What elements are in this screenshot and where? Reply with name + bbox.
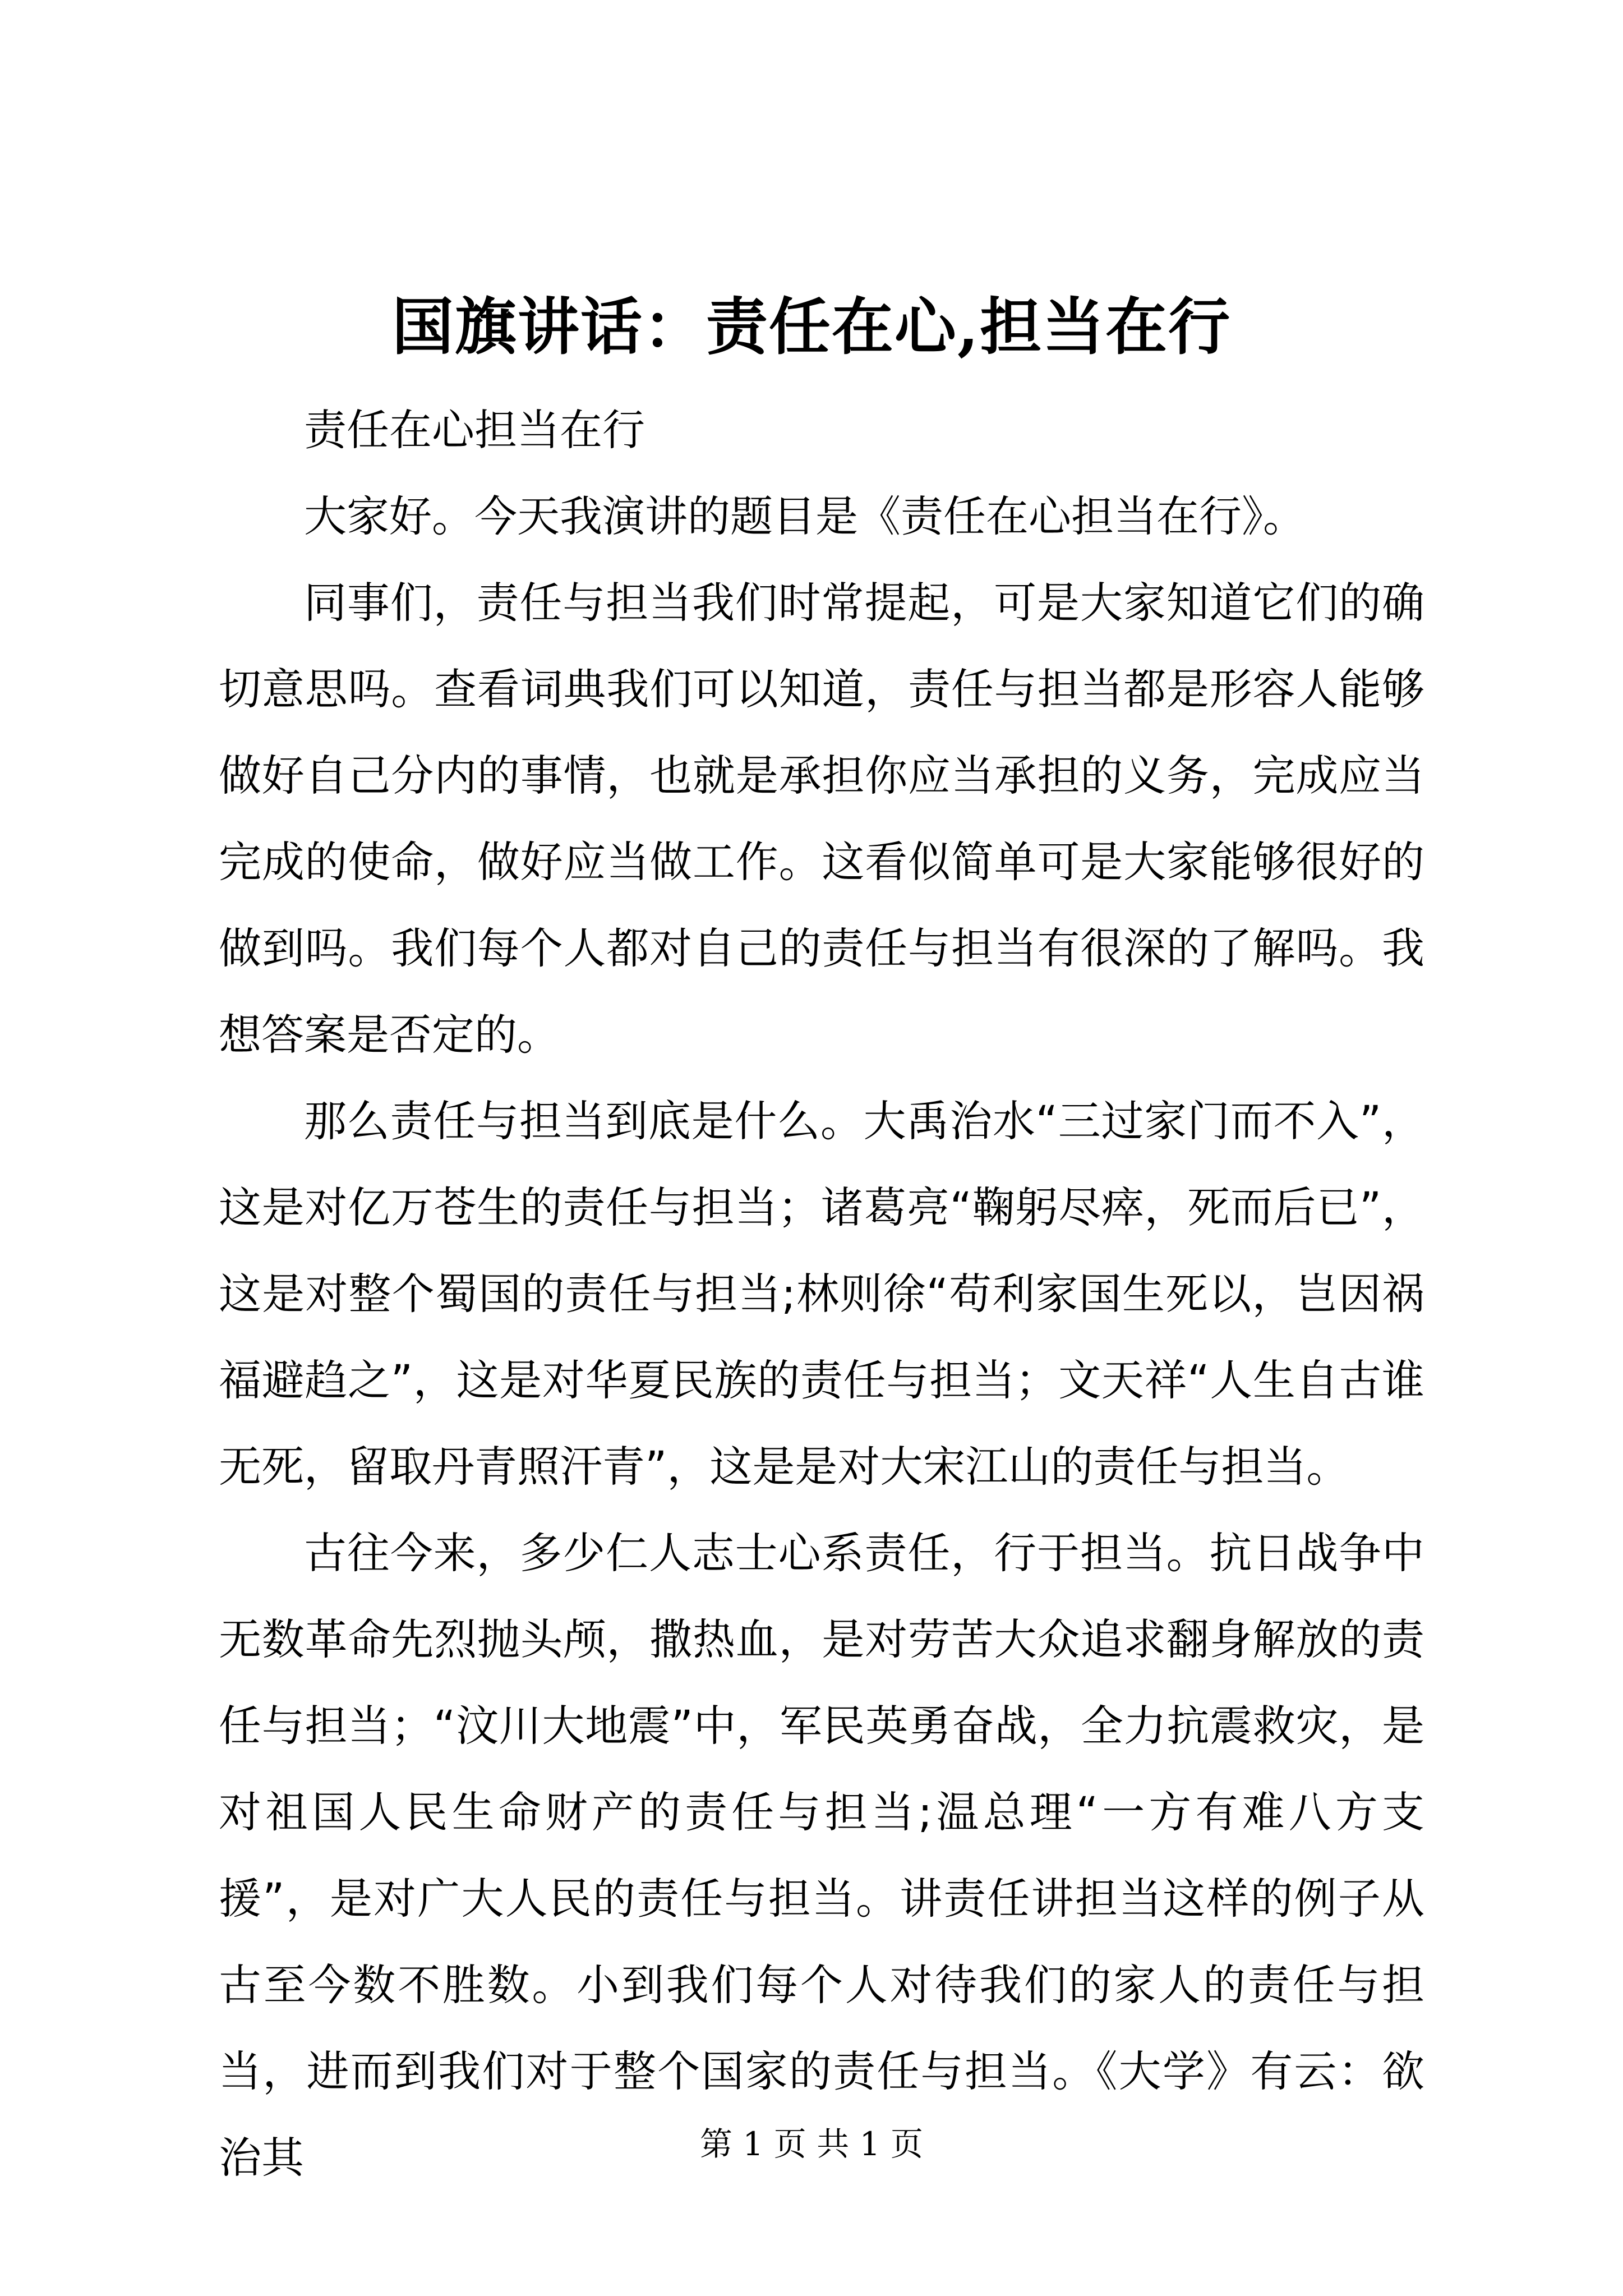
page-footer: 第 1 页 共 1 页	[700, 2125, 923, 2163]
paragraph-modern-examples: 古往今来，多少仁人志士心系责任，行于担当。抗日战争中无数革命先烈抛头颅，撒热血，是对劳苦大众追求翻身解放的责任与担当；“汶川大地震”中，军民英勇奋战，全力抗震救灾，是对祖国人民生命财产的责任与担当;温总理“一方有难八方支援”，是对广大人民的责任与担当。讲责任讲担当这样的例子从古至今数不胜数。小到我们每个人对待我们的家人的责任与担当，进而到我们对于整个国家的责任与担当。《大学》有云：欲治其	[219, 1528, 1424, 2183]
paragraph-meaning: 同事们，责任与担当我们时常提起，可是大家知道它们的确切意思吗。查看词典我们可以知道，责任与担当都是形容人能够做好自己分内的事情，也就是承担你应当承担的义务，完成应当完成的使命，做好应当做工作。这看似简单可是大家能够很好的做到吗。我们每个人都对自己的责任与担当有很深的了解吗。我想答案是否定的。	[219, 578, 1424, 1060]
paragraph-subtitle: 责任在心担当在行	[304, 405, 645, 455]
paragraph-history-examples: 那么责任与担当到底是什么。大禹治水“三过家门而不入”，这是对亿万苍生的责任与担当；诸葛亮“鞠躬尽瘁，死而后已”，这是对整个蜀国的责任与担当;林则徐“苟利家国生死以，岂因祸福避趋之”，这是对华夏民族的责任与担当；文天祥“人生自古谁无死，留取丹青照汗青”，这是是对大宋江山的责任与担当。	[219, 1096, 1424, 1492]
document-body	[219, 387, 1424, 2201]
document-title: 国旗讲话：责任在心,担当在行	[391, 291, 1232, 363]
paragraph-greeting: 大家好。今天我演讲的题目是《责任在心担当在行》。	[304, 491, 1306, 541]
